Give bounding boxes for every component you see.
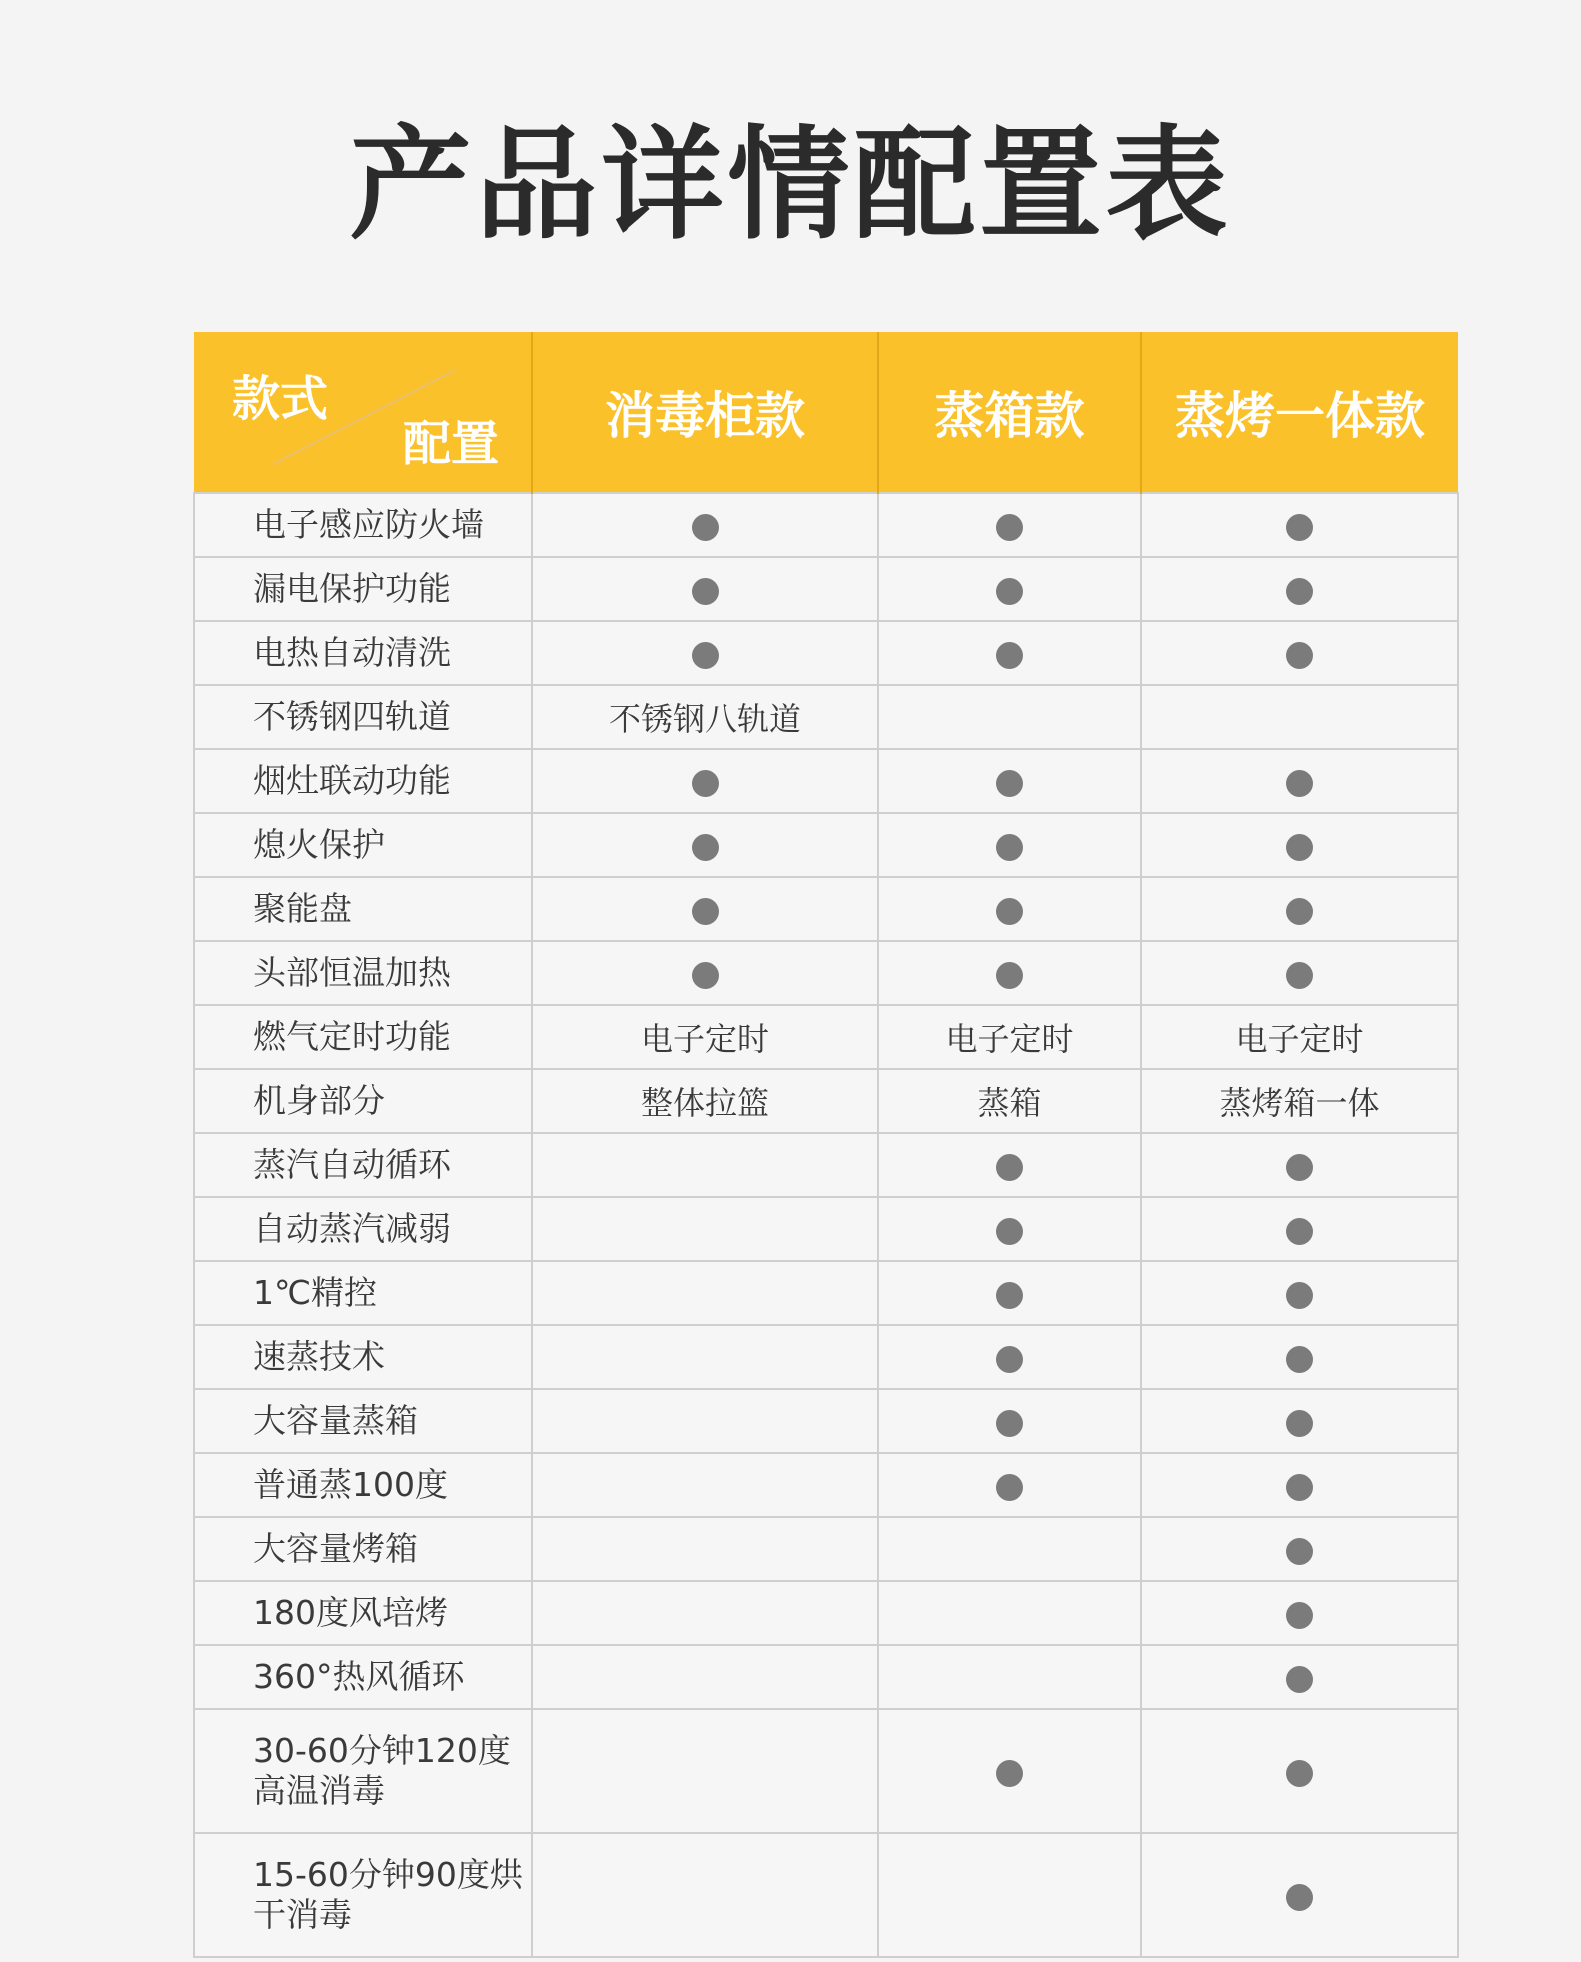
filled-circle-icon	[996, 770, 1023, 797]
table-cell	[878, 1833, 1141, 1957]
table-cell	[878, 1517, 1141, 1581]
filled-circle-icon	[1286, 514, 1313, 541]
table-cell	[878, 813, 1141, 877]
filled-circle-icon	[1286, 898, 1313, 925]
filled-circle-icon	[692, 962, 719, 989]
filled-circle-icon	[996, 898, 1023, 925]
table-row	[194, 1709, 1458, 1833]
page-title: 产品详情配置表	[349, 114, 1232, 256]
table-cell	[532, 1517, 878, 1581]
feature-label: 自动蒸汽减弱	[194, 1197, 532, 1261]
filled-circle-icon	[996, 1346, 1023, 1373]
table-row	[194, 1517, 1458, 1581]
filled-circle-icon	[1286, 642, 1313, 669]
table-cell	[1141, 1709, 1458, 1833]
table-cell	[878, 1645, 1141, 1709]
filled-circle-icon	[1286, 1602, 1313, 1629]
filled-circle-icon	[996, 1218, 1023, 1245]
feature-label: 大容量烤箱	[194, 1517, 532, 1581]
filled-circle-icon	[692, 834, 719, 861]
header-corner-config-label: 配置	[402, 416, 499, 472]
table-row	[194, 1833, 1458, 1957]
table-cell	[878, 1389, 1141, 1453]
feature-label: 不锈钢四轨道	[194, 685, 532, 749]
filled-circle-icon	[692, 642, 719, 669]
filled-circle-icon	[1286, 770, 1313, 797]
table-cell	[878, 621, 1141, 685]
header-corner-cell	[194, 332, 532, 493]
table-cell	[878, 1453, 1141, 1517]
table-cell	[1141, 749, 1458, 813]
table-cell	[532, 941, 878, 1005]
table-row	[194, 1261, 1458, 1325]
table-cell	[532, 1389, 878, 1453]
table-cell: 电子定时	[1141, 1005, 1458, 1069]
table-cell: 蒸烤箱一体	[1141, 1069, 1458, 1133]
feature-label: 30-60分钟120度高温消毒	[194, 1709, 532, 1833]
feature-label: 15-60分钟90度烘干消毒	[194, 1833, 532, 1957]
table-cell	[1141, 1581, 1458, 1645]
filled-circle-icon	[1286, 1346, 1313, 1373]
filled-circle-icon	[1286, 1154, 1313, 1181]
filled-circle-icon	[1286, 962, 1313, 989]
feature-label: 电热自动清洗	[194, 621, 532, 685]
table-cell	[532, 1133, 878, 1197]
header-col-disinfection-model: 消毒柜款	[532, 332, 878, 493]
table-cell	[1141, 1645, 1458, 1709]
table-cell: 电子定时	[878, 1005, 1141, 1069]
table-row	[194, 1581, 1458, 1645]
header-col-steamer-model: 蒸箱款	[878, 332, 1141, 493]
filled-circle-icon	[1286, 834, 1313, 861]
table-cell	[1141, 1261, 1458, 1325]
table-cell: 蒸箱	[878, 1069, 1141, 1133]
filled-circle-icon	[1286, 1884, 1313, 1911]
table-row	[194, 1389, 1458, 1453]
table-cell	[532, 1709, 878, 1833]
table-cell	[1141, 941, 1458, 1005]
table-cell	[532, 493, 878, 557]
filled-circle-icon	[1286, 1538, 1313, 1565]
table-row	[194, 1453, 1458, 1517]
table-cell: 整体拉篮	[532, 1069, 878, 1133]
table-cell	[532, 1453, 878, 1517]
table-row	[194, 1645, 1458, 1709]
spec-table-header	[194, 332, 1458, 493]
table-cell	[878, 1197, 1141, 1261]
feature-label: 蒸汽自动循环	[194, 1133, 532, 1197]
table-row	[194, 941, 1458, 1005]
spec-table-body	[194, 493, 1458, 1957]
table-row	[194, 877, 1458, 941]
filled-circle-icon	[996, 1282, 1023, 1309]
table-cell	[878, 1709, 1141, 1833]
table-cell	[532, 1833, 878, 1957]
filled-circle-icon	[996, 834, 1023, 861]
feature-label: 电子感应防火墙	[194, 493, 532, 557]
header-corner-style-label: 款式	[232, 371, 329, 427]
table-row	[194, 813, 1458, 877]
table-cell	[532, 1645, 878, 1709]
table-cell	[1141, 621, 1458, 685]
table-cell	[1141, 1389, 1458, 1453]
filled-circle-icon	[996, 962, 1023, 989]
filled-circle-icon	[996, 1154, 1023, 1181]
table-cell: 不锈钢八轨道	[532, 685, 878, 749]
header-col-steam-oven-model: 蒸烤一体款	[1141, 332, 1458, 493]
table-cell	[878, 1581, 1141, 1645]
feature-label: 机身部分	[194, 1069, 532, 1133]
filled-circle-icon	[692, 898, 719, 925]
table-row	[194, 1197, 1458, 1261]
table-cell	[1141, 493, 1458, 557]
table-row	[194, 685, 1458, 749]
table-cell	[878, 557, 1141, 621]
table-cell	[532, 1197, 878, 1261]
table-cell	[1141, 685, 1458, 749]
filled-circle-icon	[996, 578, 1023, 605]
filled-circle-icon	[692, 770, 719, 797]
feature-label: 燃气定时功能	[194, 1005, 532, 1069]
table-cell	[1141, 1133, 1458, 1197]
filled-circle-icon	[692, 578, 719, 605]
feature-label: 漏电保护功能	[194, 557, 532, 621]
filled-circle-icon	[1286, 1760, 1313, 1787]
filled-circle-icon	[996, 514, 1023, 541]
table-cell	[878, 493, 1141, 557]
table-row	[194, 621, 1458, 685]
table-cell	[878, 941, 1141, 1005]
filled-circle-icon	[692, 514, 719, 541]
table-cell	[532, 621, 878, 685]
feature-label: 普通蒸100度	[194, 1453, 532, 1517]
table-cell	[1141, 1517, 1458, 1581]
table-cell	[1141, 1453, 1458, 1517]
feature-label: 360°热风循环	[194, 1645, 532, 1709]
filled-circle-icon	[1286, 1666, 1313, 1693]
feature-label: 大容量蒸箱	[194, 1389, 532, 1453]
table-cell	[1141, 813, 1458, 877]
table-cell	[532, 1261, 878, 1325]
table-cell	[532, 749, 878, 813]
table-row	[194, 1069, 1458, 1133]
feature-label: 熄火保护	[194, 813, 532, 877]
filled-circle-icon	[1286, 1282, 1313, 1309]
table-cell	[1141, 1833, 1458, 1957]
table-cell	[532, 1581, 878, 1645]
table-cell	[1141, 557, 1458, 621]
table-cell	[532, 877, 878, 941]
filled-circle-icon	[1286, 1474, 1313, 1501]
table-cell	[878, 877, 1141, 941]
table-row	[194, 1133, 1458, 1197]
table-cell	[878, 1325, 1141, 1389]
table-row	[194, 1325, 1458, 1389]
feature-label: 烟灶联动功能	[194, 749, 532, 813]
filled-circle-icon	[996, 1410, 1023, 1437]
table-cell	[1141, 1197, 1458, 1261]
table-cell	[532, 1325, 878, 1389]
feature-label: 聚能盘	[194, 877, 532, 941]
table-cell	[878, 1133, 1141, 1197]
table-cell	[532, 813, 878, 877]
filled-circle-icon	[996, 1474, 1023, 1501]
table-row	[194, 557, 1458, 621]
table-cell	[532, 557, 878, 621]
table-row	[194, 1005, 1458, 1069]
filled-circle-icon	[996, 642, 1023, 669]
filled-circle-icon	[1286, 1410, 1313, 1437]
table-cell	[878, 685, 1141, 749]
table-cell: 电子定时	[532, 1005, 878, 1069]
table-cell	[1141, 1325, 1458, 1389]
table-cell	[1141, 877, 1458, 941]
header-row	[194, 332, 1458, 493]
table-row	[194, 749, 1458, 813]
filled-circle-icon	[996, 1760, 1023, 1787]
spec-table	[193, 332, 1459, 1958]
feature-label: 180度风培烤	[194, 1581, 532, 1645]
filled-circle-icon	[1286, 578, 1313, 605]
table-cell	[878, 749, 1141, 813]
feature-label: 速蒸技术	[194, 1325, 532, 1389]
filled-circle-icon	[1286, 1218, 1313, 1245]
table-row	[194, 493, 1458, 557]
feature-label: 1℃精控	[194, 1261, 532, 1325]
feature-label: 头部恒温加热	[194, 941, 532, 1005]
table-cell	[878, 1261, 1141, 1325]
